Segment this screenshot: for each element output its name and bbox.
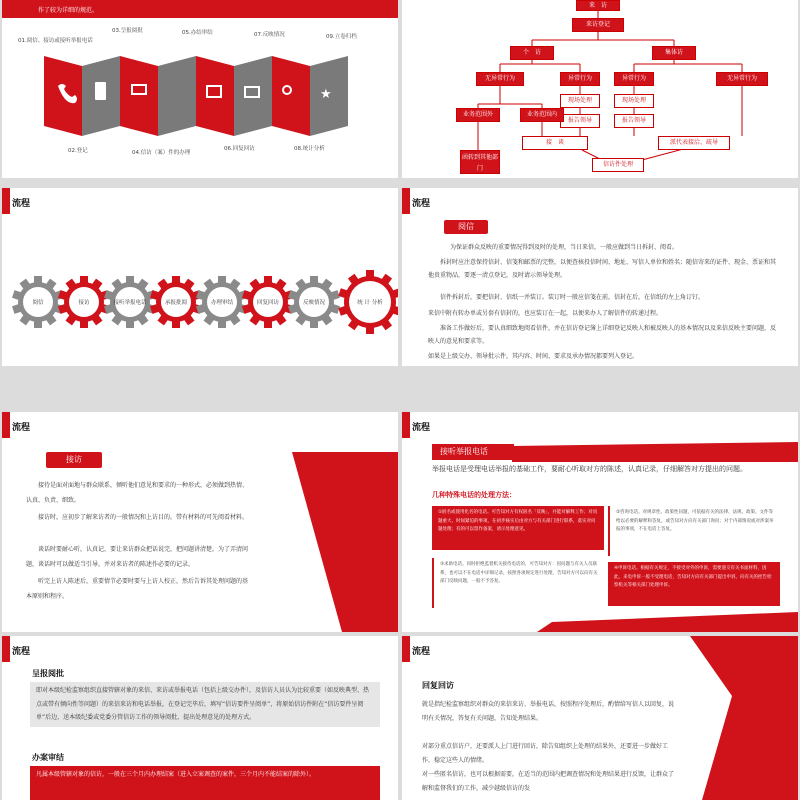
red-header-band (2, 0, 398, 18)
step-label-04: 04.信访（案）件的办理 (132, 150, 191, 156)
slide-title: 流程 (12, 422, 31, 433)
paragraph-2: 接访时，应初步了解来访者的一般情况和上访目的。带有材料的可先阅看材料。 (38, 514, 249, 521)
step-label-07: 07.反映情况 (254, 32, 285, 38)
paragraph-6: 如果是上级交办、领导批示件，其内容、时间、要求及承办情况都要列入登记。 (428, 353, 639, 360)
gear-label-6: 回复回访 (256, 300, 279, 306)
step-label-09: 09.立卷归档 (326, 34, 357, 40)
node-laifang: 来 访 (576, 0, 620, 11)
section-tag: 接听举报电话 (432, 444, 514, 460)
slide-reply-revisit (402, 636, 798, 800)
step-label-02: 02.登记 (68, 148, 88, 154)
node-report-2: 报告领导 (614, 114, 654, 128)
step-label-08: 08.统计分析 (294, 146, 325, 152)
node-abnormal-1: 异常行为 (560, 72, 600, 86)
intro-text: 作了较为详细的规范。 (38, 7, 99, 14)
node-talk: 接 谈 (522, 136, 588, 150)
slide-visit-flowchart (402, 0, 798, 178)
subtitle: 几种特殊电话的处理方法： (432, 491, 516, 499)
step-label-06: 06.回复回访 (224, 146, 255, 152)
red-diagonal-shape (2, 412, 398, 632)
panel-4 (158, 56, 196, 136)
document-icon (95, 82, 106, 100)
method-box-3: ③求助电话。同时拒绝监督机关接待电话的，可告知对方：因问题与有关人员联系，也可以不在电话中详细记录，按照各项规定进行处理，告知对方可以向有关部门反映问题，一般不予答复。 (432, 558, 604, 608)
node-dengji: 来访登记 (572, 18, 624, 32)
paragraph-1: 为保证群众反映的重要情况得到及时的处理，当日来信，一般应做到当日拆封、阅看。 (450, 244, 679, 251)
paragraph-3: 对一些匿名信访，也可以根据需要，在适当的范围内把调查情况和处理结果进行反馈，让群众了解和监督我们的工作，减少越级信访的发 (422, 771, 675, 792)
node-abnormal-2: 异常行为 (614, 72, 654, 86)
slide-gear-process (2, 188, 398, 366)
intro-text: 举报电话是受理电话举报的基础工作，要耐心听取对方的陈述，认真记录，仔细解答对方提出的问题。 (432, 465, 747, 473)
node-in-scope: 业务范围内 (520, 108, 564, 122)
gear-label-4: 承报批阅 (164, 300, 187, 306)
paragraph-4: 听完上访人陈述后，重要情节必要时要与上访人校正，然后告诉其处理问题的基本原则和程序。 (26, 578, 249, 600)
method-box-1: ①匿名或使用化名的电话。可告知对方有权匿名「反映」，并能对解释工作；对问题重大、时间紧迫的事项，在初步核实后由对方与有关部门进行联系，落实对问题处理；有的可以留作备案，请示处理意见。 (432, 506, 604, 550)
slide-title: 流程 (4, 194, 30, 210)
slide-title: 流程 (412, 422, 431, 433)
node-out-of-scope: 业务范围外 (456, 108, 500, 122)
paragraph-1: 接待是面对面地与群众联系，倾听他们意见和要求的一种形式，必须做到热情、认真、负责、细致。 (26, 482, 249, 504)
gear-label-8: 统 计 分析 (357, 300, 383, 306)
paragraph-2: 对部分重点信访户，还要派人上门进行回访，除告知组织上处理的结果外，还要进一步做好工作，稳定这些人的情绪。 (422, 743, 669, 764)
slide-title: 流程 (12, 646, 31, 657)
paragraph-3: 谈话时要耐心听，认真记，要让来访群众把话说完，把问题讲清楚。为了弄清问题，谈话时可以做适当引导，并对来访者的陈述作必要的记录。 (26, 546, 249, 568)
node-report-1: 报告领导 (560, 114, 600, 128)
slide-title: 流程 (412, 198, 431, 209)
step-label-03: 03.呈报阅批 (112, 28, 143, 34)
slide-receive-visit (2, 412, 398, 632)
node-letter-handling: 信访件处理 (592, 158, 644, 172)
slide-submit-review (2, 636, 398, 800)
node-representative: 派代表接洽、疏导 (658, 136, 730, 150)
slide-title: 流程 (412, 646, 431, 657)
slide-process-steps (2, 0, 398, 178)
paragraph-4: 来信中附有转办单或另套有信封的，也应装订在一起，以便来办人了解信件的转递过程。 (428, 310, 663, 317)
panel-3 (120, 56, 158, 136)
paragraph-3: 信件拆封后，要把信封、信纸一并装订。装订时一般应信笺在前，信封在后，在信纸的左上角订钉。 (440, 294, 705, 301)
node-onsite-2: 现场处理 (614, 94, 654, 108)
node-onsite-1: 现场处理 (560, 94, 600, 108)
section-tag: 接访 (46, 452, 102, 468)
section-heading-1: 呈报阅批 (32, 669, 64, 678)
gear-label-7: 反映情况 (302, 300, 325, 306)
panel-7 (272, 56, 310, 136)
node-gefang: 个 访 (510, 46, 554, 60)
title-accent (2, 188, 10, 214)
gear-label-5: 办理审结 (210, 300, 233, 306)
section-body-1: 即对本级纪检监察组织直接管辖对象的来信、来访或举报电话（包括上级交办件），及信访人员认为比较重要（如反映典型、热点或带有倾向性等问题）的来信来访和电话举报，在登记完毕后，填写“信访要件呈阅单”，将原始信访件附在“信访要件呈阅单”后边，送本级纪委或党委分管信访工作的领导阅批，提出处理意见的处理方式。 (30, 682, 380, 727)
red-diagonal-shape (402, 636, 798, 800)
step-label-01: 01.阅信、接访或接听举报电话 (18, 38, 93, 44)
section-heading-2: 办案审结 (32, 753, 64, 762)
method-box-2: ②咨询电话。对规章性、政策性问题，可依据有关的法律、法规、政策、文件等给以必要的解释和答复，或告知对方向有关部门询问；对于内部情况或对涉案举报的事项，不在电话上答复。 (608, 506, 780, 556)
step-label-05: 05.办结审结 (182, 30, 213, 36)
gear-label-3: 接听举报电话 (113, 300, 147, 306)
node-no-abnormal-1: 无异常行为 (476, 72, 524, 86)
slide-report-hotline (402, 412, 798, 632)
section-tag: 阅信 (444, 220, 488, 234)
gear-label-2: 接访 (78, 300, 90, 306)
method-box-4: ④申诉电话。根据有关规定，不接受对外的申诉，需要递交有关书面材料，因此，来电申诉一般不受理电话，告知对方向有关部门提出申诉，向有关的控告检察机关等相关部门处理申诉。 (608, 562, 780, 606)
zigzag-ribbon (2, 40, 398, 160)
paragraph-2: 拆封时应注意保持信封、信笺和邮票的完整，以便查核投信时间、地址、写信人单位和姓名；随信寄来的证件、现金、票证和其他贵重物品，要逐一清点登记，及时请示领导处理。 (428, 259, 777, 279)
section-heading: 回复回访 (422, 681, 454, 690)
section-body-2: 凡属本级管辖对象的信访，一般在三个月内办理结案（进入立案调查的案件，三个月内不能结案的除外）。 (30, 766, 380, 800)
slide-read-letter (402, 188, 798, 366)
star-icon: ★ (320, 87, 332, 102)
paragraph-1: 就是指纪检监察组织对群众的来信来访、举报电话，按照程序处理后，酌情给写信人以回复，说明有关情况，答复有关问题，告知处理结果。 (422, 701, 675, 722)
gear-label-1: 阅信 (32, 300, 44, 306)
node-transfer-other: 函转到其他部门 (460, 150, 500, 174)
node-no-abnormal-2: 无异常行为 (716, 72, 768, 86)
node-jitifang: 集体访 (652, 46, 696, 60)
paragraph-5: 准备工作做好后，要认真细致地阅看信件，并在信访登记簿上详细登记反映人和被反映人的基本情况以及来信反映主要问题，反映人的意见和要求等。 (428, 325, 777, 345)
red-wedge-bottom (402, 612, 798, 632)
